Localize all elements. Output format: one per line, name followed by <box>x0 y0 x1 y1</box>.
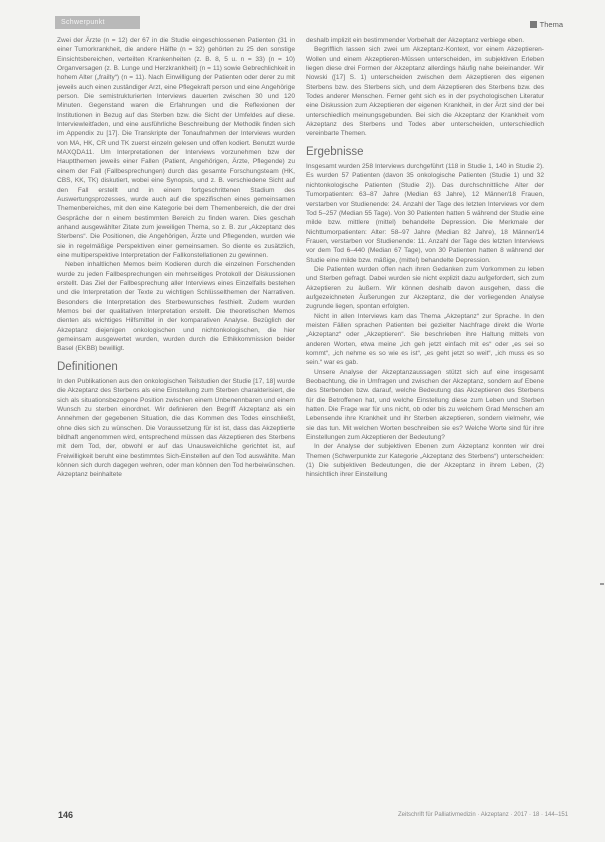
right-paragraph-3: Insgesamt wurden 258 Interviews durchgeführt (118 in Studie 1, 140 in Studie 2). Es wurden 57 Patienten (davon 35 onkologische Patienten (Studie 1) und 32 nichtonkologische Patienten (Studie 2)). Das durchschnittliche Alter der Tumorpatienten: 63–87 Jahre (Median 63 Jahre), 12 Männer/18 Frauen, verstarben vor Studienende: 24. Anzahl der Tage des letzten Interviews vor dem Tod 5–257 (Median 55 Tage). Von 30 Patienten hatten 5 während der Studie eine milde bzw. mittlere (mittel) behandelte Depression. Die Merkmale der Nichttumorpatienten: Alter: 58–97 Jahre (Median 82 Jahre), 18 Männer/14 Frauen, verstarben vor Studienende: 11. Anzahl der Tage des letzten Interviews vor dem Tod 6–440 (Median 67 Tage), von 30 Patienten hatten 8 während der Studie eine milde bzw. mäßige, (mittel) behandelte Depression. <box>306 163 544 264</box>
left-column <box>57 36 295 480</box>
topic-label: Thema <box>539 20 563 29</box>
right-paragraph-1: deshalb implizit ein bestimmender Vorbehalt der Akzeptanz verbiege eben. <box>306 37 525 44</box>
margin-mark <box>600 583 604 585</box>
page-number: 146 <box>58 810 74 820</box>
right-paragraph-5: Nicht in allen Interviews kam das Thema „Akzeptanz“ zur Sprache. In den meisten Fällen sprachen Patienten bei gezielter Nachfrage direkt die Worte „Akzeptanz“ oder „Akzeptieren“. Sie beschrieben ihre Haltung mittels von anderen Worten, etwa meine „ich geh jetzt einfach mit es“ oder „es sei so kommt“, „ich nehme es so wie es ist“, „es geht jetzt so weit“, „ich muss es so sein.“ war es gab. <box>306 312 544 367</box>
section-label: Schwerpunkt <box>55 16 140 29</box>
right-paragraph-6: Unsere Analyse der Akzeptanzaussagen stützt sich auf eine insgesamt Beobachtung, die in Umfragen und zwischen der Akzeptanz, sondern auf Ebene des Sterbenden bzw. darauf, welche Bedeutung das Akzeptieren des Sterbens für die Betroffenen hat, und welche Einstellung diese zum Leben und Sterben hatten. Die Frage war für uns nicht, ob oder bis zu welchem Grad Menschen am Lebensende ihre Krankheit und ihr Sterben akzeptieren, sondern vielmehr, wie sie das tun. Mit welchen Worten beschreiben sie es? Welche Worte sind für ihre Einstellungen zum Akzeptieren der Bedeutung? <box>306 368 544 442</box>
topic-header <box>530 20 563 29</box>
left-paragraph-1: Zwei der Ärzte (n = 12) der 67 in die Studie eingeschlossenen Patienten (31 in einer Tumorkrankheit, die andere Hälfte (n = 32) gehörten zu 25 den sonstige Einsichtsbereichen, verteilten Krankenheiten (z. B. 8, 5 u. n = 33) (n = 10) Organversagen (z. B. Lunge und Herzkrankheit) (n = 11) sowie Gebrechlichkeit in hohem Alter („frailty“) (n = 11). Nach Einwilligung der Patienten oder derer zu mit jeweils auch einen zuständiger Arzt, eine Pflegekraft person und eine Angehörige person. Die semistrukturierten Interviews dauerten zwischen 30 und 120 Minuten. Gegenstand waren die Erfahrungen und die Reflexionen der Institutionen in Bezug auf das Sterben bzw. die Sicht der Umfeldes auf diese. Interviewleitfaden, und eine ausführliche Beschreibung der Methodik finden sich im Appendix zu [17]. Die Transkripte der Tonaufnahmen der Interviews wurden von MA, HK, CR und TK zuerst einzeln gelesen und offen kodiert. Benutzt wurde MAXQDA11. Um Interpretationen der Interviews vorzunehmen bzw der Hauptthemen jeweils einer Fallen (Patient, Angehörigen, Ärzte, Pflegende) zu einem der Fall (Fallbesprechungen) durch das gesamte Forschungsteam (HK, CBS, KK, TK) diskutiert, wobei eine Synopsis, und z. B. verschiedene Sicht auf den Fall erstellt und in einem fortgeschrittenen Stadium des Auswertungsprozesses, wurde auch auf die spezifischen eines gemeinsamen Themenbereiches, mit den eine Kategorie bei dem Themenbereich, die der drei Gespräche der n einem bestimmten Bereich zu finden waren. Dies geschah anhand ausgewählter Zitate zum jeweiligen Thema, so z. B. zur „Akzeptanz des Sterbens“. Die Positionen, die Angehörigen, Ärzte und Pflegenden, wurden wie sie in regelmäßige Perspektiven einer gemeinsamen. So diente es zusätzlich, eine multiperspektive Interpretation der Fallkonstellationen zu gewinnen. <box>57 37 295 259</box>
left-paragraph-3: In den Publikationen aus den onkologischen Teilstudien der Studie [17, 18] wurde die Akzeptanz des Sterbens als eine Einstellung zum Sterben charakterisiert, die sich als situationsbezogene Position zwischen einem Unbenennbaren und einem Wunsch zu sterben einordnet. Wir definieren den Begriff Akzeptanz als ein Annehmen der gegebenen Situation, die das Kommen des Todes einschließt, ohne dies sich zu wünschen. Die Voraussetzung für ist ist, dass das Akzeptierte bildhaft angenommen wird, entsprechend müssen das Akzeptieren des Sterbens mit dem Tod, der, obwohl er auf das Unausweichliche gerichtet ist, auf Freiwilligkeit beruht eine bestimmtes Sich-Einstellen auf den Tod auswählte. Man können sich durch dagegen wehren, oder man können den Tod herbeiwünschen. Akzeptanz beinhaltete <box>57 378 295 479</box>
left-paragraph-2: Neben inhaltlichen Memos beim Kodieren durch die einzelnen Forschenden wurde zu jeden Fallbesprechungen ein mehrseitiges Protokoll der Diskussionen erstellt. Das Ziel der Fallbesprechung aller Interviews eines Einzelfalls bestehen und die Interpretation der Texte zu wichtigen Schlüsselthemen der Narrativen. Besonders die Interpretation des Sterbewunsches festhielt. Zudem wurden Memos bei der qualitativen Interpretation erstellt. Die theoretischen Memos dienten als wichtiges Hilfsmittel in der komparativen Analyse. Bezüglich der Akzeptanz diejenigen onkologischen und nichtonkologischen, die hier gemeinsam ausgewertet wurden, wurden durch die Ethikkommission beider Basel (EKBB) bewilligt. <box>57 261 295 353</box>
right-paragraph-2: Begrifflich lassen sich zwei um Akzeptanz-Kontext, vor einem Akzeptieren-Wollen und einem Akzeptieren-Müssen unterscheiden, im subjektiven Erleben liegen diese drei Formen der Akzeptanz allerdings häufig nahe beieinander. Wir Nowski ([17] S. 1) unterscheiden zwischen dem Akzeptieren des eigenen Sterbens bzw. des Sterbens sich, und dem Akzeptieren des Sterbens bzw. des Todes anderer Menschen. Ferner geht sich es in der psychologischen Literatur eine Diskussion zum Akzeptieren der eigenen Krankheit, in der Ärzt sind der bei unterschiedlich meinungsgebunden. Bei sich die Akzeptanz der Krankheit vom Akzeptanz des Sterbens und Todes aber unterscheiden, unterschiedlich vereinbarte Themen. <box>306 46 544 138</box>
footer-citation: Zeitschrift für Palliativmedizin · Akzeptanz · 2017 · 18 · 144–151 <box>398 812 569 818</box>
square-bullet-icon <box>530 21 537 28</box>
heading-definitionen: Definitionen <box>57 360 118 373</box>
right-paragraph-7: In der Analyse der subjektiven Ebenen zum Akzeptanz konnten wir drei Themen (Schwerpunkte zur Kategorie „Akzeptanz des Sterbens“) unterscheiden: (1) Die subjektiven Bedeutungen, die der Akzeptanz in ihrem Leben, (2) hinsichtlich ihrer Einstellung <box>306 443 544 479</box>
right-paragraph-4: Die Patienten wurden offen nach ihren Gedanken zum Vorkommen zu leben und Sterben gefragt. Dabei wurden sie nicht explizit dazu aufgefordert, sich zum Akzeptieren zu äußern. Wir können deshalb davon ausgehen, dass die aufgezeichneten Äußerungen zur Akzeptanz, die der vorliegenden Analyse zugrunde liegen, spontan erfolgten. <box>306 265 544 311</box>
right-column <box>306 36 544 480</box>
heading-ergebnisse: Ergebnisse <box>306 145 364 158</box>
